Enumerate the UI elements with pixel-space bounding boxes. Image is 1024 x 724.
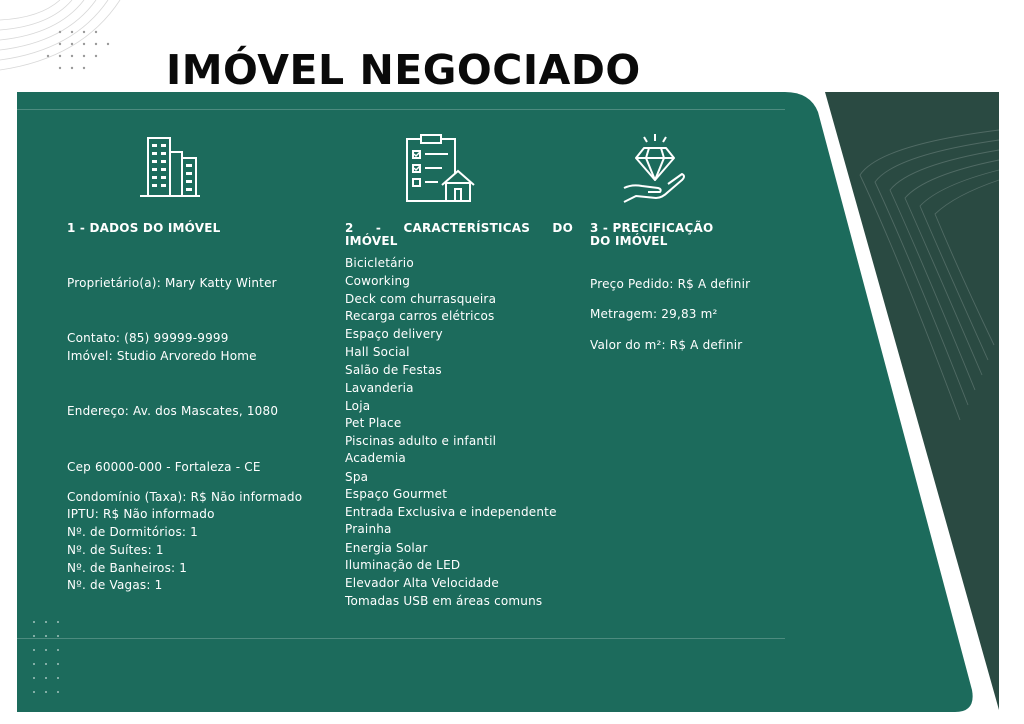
owner-text: Proprietário(a): Mary Katty Winter [67,276,277,290]
feature-item: Coworking [345,274,411,288]
feature-item: Lavanderia [345,381,414,395]
heading-features-text: 2 - CARACTERÍSTICAS DO [345,221,573,235]
divider-top [17,109,785,110]
feature-item: Piscinas adulto e infantil [345,434,497,448]
feature-item: Hall Social [345,345,410,359]
feature-item: Espaço delivery [345,327,443,341]
property-name-text: Imóvel: Studio Arvoredo Home [67,349,257,363]
feature-item: Bicicletário [345,256,414,270]
condo-fee-text: Condomínio (Taxa): R$ Não informado [67,490,303,504]
feature-item: Spa [345,470,369,484]
area-text: Metragem: 29,83 m² [590,307,718,321]
iptu-text: IPTU: R$ Não informado [67,507,215,521]
feature-item: Salão de Festas [345,363,442,377]
feature-item: Pet Place [345,416,402,430]
contact-text: Contato: (85) 99999-9999 [67,331,229,345]
bedrooms-text: Nº. de Dormitórios: 1 [67,525,199,539]
heading-pricing-line2: DO IMÓVEL [590,234,668,248]
decorative-dots-bottom-left [30,618,70,700]
suites-text: Nº. de Suítes: 1 [67,543,164,557]
checklist-house-icon [404,133,476,205]
asking-price-text: Preço Pedido: R$ A definir [590,277,751,291]
parking-text: Nº. de Vagas: 1 [67,578,163,592]
feature-item: Loja [345,399,371,413]
feature-item: Elevador Alta Velocidade [345,576,499,590]
bathrooms-text: Nº. de Banheiros: 1 [67,561,188,575]
heading-features-line2: IMÓVEL [345,234,398,248]
price-per-m2-text: Valor do m²: R$ A definir [590,338,743,352]
feature-item: Entrada Exclusiva e independente [345,505,557,519]
feature-item: Prainha [345,522,392,536]
address-text: Endereço: Av. dos Mascates, 1080 [67,404,279,418]
feature-item: Energia Solar [345,541,428,555]
feature-item: Iluminação de LED [345,558,461,572]
divider-bottom [17,638,785,639]
feature-item: Espaço Gourmet [345,487,448,501]
feature-item: Deck com churrasqueira [345,292,497,306]
buildings-icon [136,134,204,202]
feature-item: Tomadas USB em áreas comuns [345,594,543,608]
heading-pricing-line1: 3 - PRECIFICAÇÃO [590,221,714,235]
page-title: IMÓVEL NEGOCIADO [166,46,641,94]
zip-text: Cep 60000-000 - Fortaleza - CE [67,460,261,474]
heading-property-data: 1 - DADOS DO IMÓVEL [67,221,221,235]
feature-item: Academia [345,451,406,465]
feature-item: Recarga carros elétricos [345,309,495,323]
diamond-hand-icon [622,132,688,204]
